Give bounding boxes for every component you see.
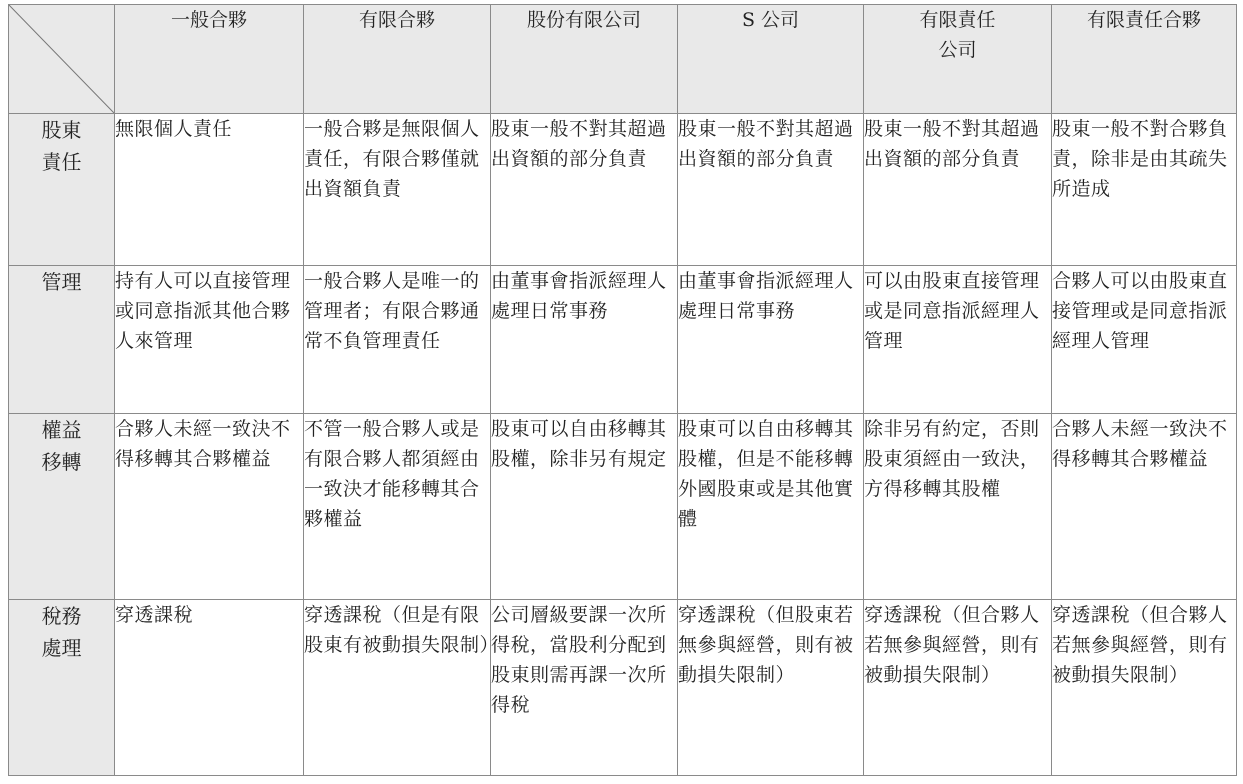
table-cell: 穿透課稅（但是有限股東有被動損失限制） (304, 600, 491, 776)
row-header: 股東 責任 (9, 114, 115, 266)
table-cell: 不管一般合夥人或是有限合夥人都須經由一致決才能移轉其合夥權益 (304, 414, 491, 600)
table-cell: 由董事會指派經理人處理日常事務 (678, 266, 864, 414)
table-cell: 由董事會指派經理人處理日常事務 (491, 266, 678, 414)
column-header: 有限合夥 (304, 5, 491, 114)
comparison-table (8, 4, 1237, 776)
corner-cell (9, 5, 115, 114)
table-cell: 穿透課稅（但股東若無參與經營，則有被動損失限制） (678, 600, 864, 776)
table-cell: 股東一般不對合夥負責，除非是由其疏失所造成 (1052, 114, 1237, 266)
table-row (9, 266, 1237, 414)
table-row (9, 600, 1237, 776)
table-cell: 股東一般不對其超過出資額的部分負責 (678, 114, 864, 266)
table-row (9, 414, 1237, 600)
column-header: S 公司 (678, 5, 864, 114)
table-cell: 股東可以自由移轉其股權，但是不能移轉外國股東或是其他實體 (678, 414, 864, 600)
diagonal-divider (9, 5, 114, 113)
table-cell: 穿透課稅（但合夥人若無參與經營，則有被動損失限制） (864, 600, 1052, 776)
row-header: 權益 移轉 (9, 414, 115, 600)
table-row (9, 114, 1237, 266)
header-row (9, 5, 1237, 114)
table-cell: 合夥人未經一致決不得移轉其合夥權益 (1052, 414, 1237, 600)
table-cell: 合夥人可以由股東直接管理或是同意指派經理人管理 (1052, 266, 1237, 414)
table-cell: 股東一般不對其超過出資額的部分負責 (864, 114, 1052, 266)
table-cell: 股東可以自由移轉其股權，除非另有規定 (491, 414, 678, 600)
table-cell: 公司層級要課一次所得稅，當股利分配到股東則需再課一次所得稅 (491, 600, 678, 776)
table-cell: 可以由股東直接管理或是同意指派經理人管理 (864, 266, 1052, 414)
table-cell: 一般合夥是無限個人責任，有限合夥僅就出資額負責 (304, 114, 491, 266)
table-cell: 股東一般不對其超過出資額的部分負責 (491, 114, 678, 266)
column-header: 有限責任 公司 (864, 5, 1052, 114)
column-header: 一般合夥 (115, 5, 304, 114)
row-header: 管理 (9, 266, 115, 414)
table-cell: 持有人可以直接管理或同意指派其他合夥人來管理 (115, 266, 304, 414)
row-header: 稅務 處理 (9, 600, 115, 776)
table-cell: 無限個人責任 (115, 114, 304, 266)
table-cell: 穿透課稅（但合夥人若無參與經營，則有被動損失限制） (1052, 600, 1237, 776)
table-cell: 一般合夥人是唯一的管理者；有限合夥通常不負管理責任 (304, 266, 491, 414)
table-cell: 穿透課稅 (115, 600, 304, 776)
table-cell: 合夥人未經一致決不得移轉其合夥權益 (115, 414, 304, 600)
table-cell: 除非另有約定，否則股東須經由一致決，方得移轉其股權 (864, 414, 1052, 600)
column-header: 股份有限公司 (491, 5, 678, 114)
column-header: 有限責任合夥 (1052, 5, 1237, 114)
